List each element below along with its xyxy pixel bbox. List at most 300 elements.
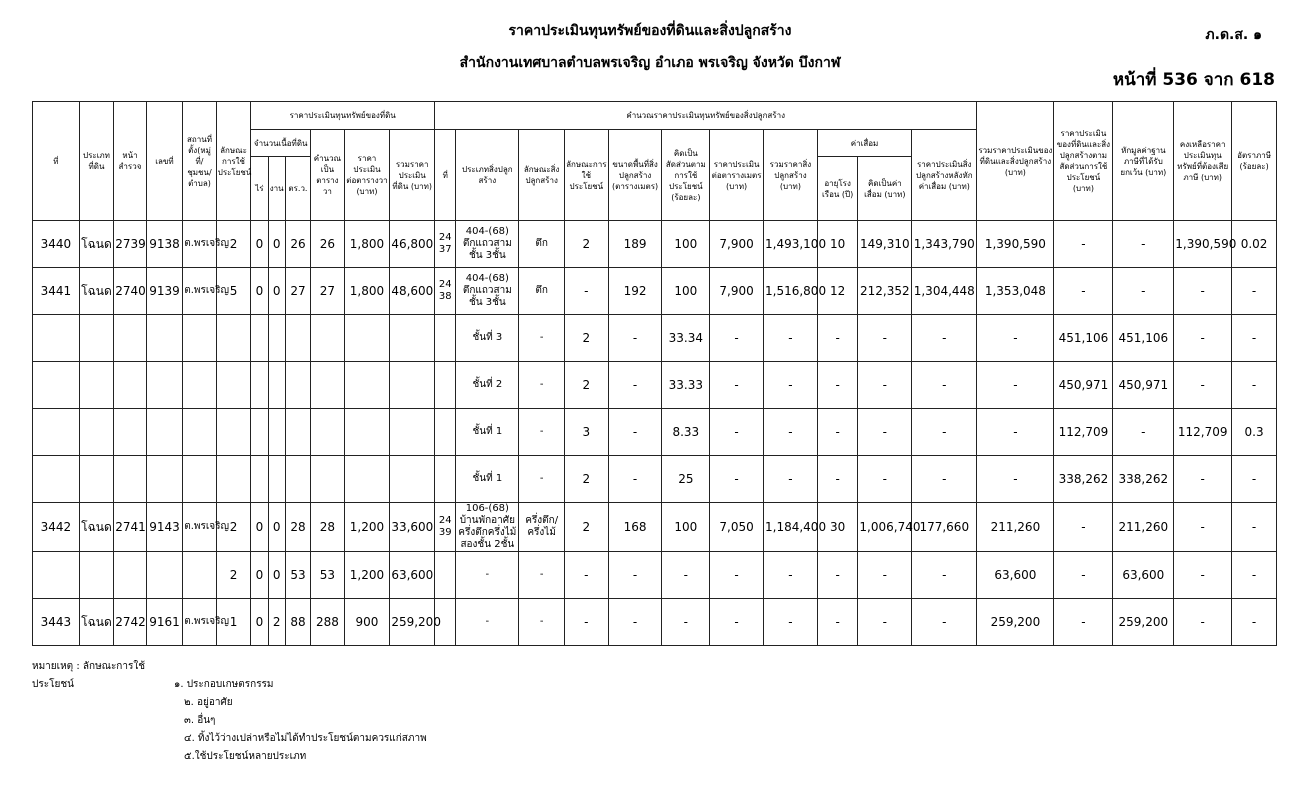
cell-total-bldg-price: -	[764, 456, 818, 503]
cell-ngan: 0	[268, 268, 285, 315]
cell-wa: 27	[285, 268, 310, 315]
cell-wa: 26	[285, 221, 310, 268]
cell-tax-rate: -	[1232, 456, 1277, 503]
cell-total-bldg-price: -	[764, 315, 818, 362]
cell-exemption: -	[1113, 409, 1174, 456]
cell-wa	[285, 315, 310, 362]
cell-price-per-sqm: -	[710, 599, 764, 646]
cell-no	[33, 552, 80, 599]
cell-wa	[285, 456, 310, 503]
col-wa: ตร.ว.	[285, 157, 310, 221]
cell-bldg-no	[435, 409, 456, 456]
cell-calc-wa: 28	[311, 503, 345, 552]
cell-wa: 88	[285, 599, 310, 646]
cell-total-land-bldg: 1,390,590	[977, 221, 1054, 268]
cell-exemption: 259,200	[1113, 599, 1174, 646]
cell-total-land-price: 46,800	[390, 221, 435, 268]
cell-proportional-value: 451,106	[1054, 315, 1113, 362]
cell-bldg-type: ชั้นที่ 1	[456, 409, 519, 456]
cell-ngan: 2	[268, 599, 285, 646]
col-depreciation: ค่าเสื่อม	[817, 130, 911, 157]
form-code: ภ.ด.ส. ๑	[1205, 27, 1262, 43]
cell-bldg-usage: -	[565, 599, 609, 646]
cell-doc-number: 9139	[146, 268, 183, 315]
cell-age: 12	[817, 268, 858, 315]
cell-tax-rate: -	[1232, 268, 1277, 315]
cell-usage-pct: 100	[662, 268, 710, 315]
table-row	[33, 456, 1277, 503]
col-proportional-value: ราคาประเมินของที่ดินและสิ่งปลูกสร้างตามสัดส่วนการใช้ประโยชน์ (บาท)	[1054, 102, 1113, 221]
cell-exemption: 451,106	[1113, 315, 1174, 362]
cell-page-survey	[114, 409, 146, 456]
cell-bldg-type: -	[456, 599, 519, 646]
cell-price-per-wa	[344, 315, 390, 362]
cell-tax-rate: -	[1232, 552, 1277, 599]
cell-rai: 0	[251, 268, 268, 315]
cell-price-per-sqm: 7,900	[710, 221, 764, 268]
col-price-per-sqm: ราคาประเมินต่อตารางเมตร (บาท)	[710, 130, 764, 221]
cell-wa	[285, 409, 310, 456]
col-tax-rate: อัตราภาษี (ร้อยละ)	[1232, 102, 1277, 221]
note-item: ๒. อยู่อาศัย	[184, 697, 233, 708]
cell-total-land-bldg: -	[977, 456, 1054, 503]
col-total-land-price: รวมราคาประเมินที่ดิน (บาท)	[390, 130, 435, 221]
cell-dep-amount: -	[858, 315, 912, 362]
cell-proportional-value: -	[1054, 268, 1113, 315]
cell-rai	[251, 315, 268, 362]
cell-land-doc-type	[79, 409, 114, 456]
cell-floor-area: -	[608, 599, 662, 646]
cell-floor-area: -	[608, 362, 662, 409]
cell-usage-pct: -	[662, 599, 710, 646]
cell-bldg-after-dep: -	[912, 409, 977, 456]
cell-rai: 0	[251, 503, 268, 552]
cell-exemption: 450,971	[1113, 362, 1174, 409]
cell-bldg-after-dep: -	[912, 362, 977, 409]
col-doc-number: เลขที่	[146, 102, 183, 221]
cell-bldg-char: -	[519, 599, 565, 646]
cell-no: 3442	[33, 503, 80, 552]
cell-proportional-value: 112,709	[1054, 409, 1113, 456]
cell-price-per-wa	[344, 409, 390, 456]
cell-floor-area: -	[608, 456, 662, 503]
cell-usage-pct: 33.33	[662, 362, 710, 409]
page-subtitle: สำนักงานเทศบาลตำบลพรเจริญ อำเภอ พรเจริญ จังหวัด บึงกาฬ	[459, 55, 841, 71]
cell-location	[183, 362, 217, 409]
cell-bldg-char: ตึก	[519, 221, 565, 268]
col-page-survey: หน้าสำรวจ	[114, 102, 146, 221]
cell-bldg-char: -	[519, 315, 565, 362]
cell-bldg-char: ตึก	[519, 268, 565, 315]
cell-bldg-usage: 2	[565, 315, 609, 362]
cell-bldg-type: ชั้นที่ 2	[456, 362, 519, 409]
table-body	[33, 221, 1277, 646]
col-floor-area: ขนาดพื้นที่สิ่งปลูกสร้าง (ตารางเมตร)	[608, 130, 662, 221]
cell-tax-rate: -	[1232, 315, 1277, 362]
col-land-area: จำนวนเนื้อที่ดิน	[251, 130, 311, 157]
note-item: ๔. ทิ้งไว้ว่างเปล่าหรือไม่ได้ทำประโยชน์ตามควรแก่สภาพ	[184, 733, 427, 744]
cell-no	[33, 362, 80, 409]
cell-doc-number	[146, 362, 183, 409]
cell-calc-wa	[311, 409, 345, 456]
cell-calc-wa	[311, 315, 345, 362]
cell-doc-number: 9143	[146, 503, 183, 552]
col-age: อายุโรงเรือน (ปี)	[817, 157, 858, 221]
cell-location	[183, 315, 217, 362]
cell-taxable: -	[1174, 503, 1232, 552]
cell-bldg-after-dep: -	[912, 456, 977, 503]
cell-taxable: -	[1174, 456, 1232, 503]
cell-dep-amount: -	[858, 362, 912, 409]
cell-total-land-price	[390, 456, 435, 503]
cell-rai: 0	[251, 599, 268, 646]
cell-total-bldg-price: -	[764, 599, 818, 646]
cell-doc-number	[146, 409, 183, 456]
cell-total-land-bldg: 1,353,048	[977, 268, 1054, 315]
cell-usage-char	[216, 315, 251, 362]
cell-age: 10	[817, 221, 858, 268]
note-item: ๕.ใช้ประโยชน์หลายประเภท	[184, 751, 307, 762]
cell-location: ต.พรเจริญ	[183, 268, 217, 315]
cell-bldg-char: -	[519, 456, 565, 503]
cell-taxable: -	[1174, 362, 1232, 409]
cell-proportional-value: -	[1054, 221, 1113, 268]
cell-proportional-value: -	[1054, 503, 1113, 552]
cell-bldg-after-dep: 177,660	[912, 503, 977, 552]
cell-bldg-char: -	[519, 409, 565, 456]
cell-rai	[251, 362, 268, 409]
cell-dep-amount: -	[858, 552, 912, 599]
cell-doc-number: 9138	[146, 221, 183, 268]
cell-price-per-sqm: 7,900	[710, 268, 764, 315]
col-bldg-no: ที่	[435, 130, 456, 221]
cell-doc-number	[146, 315, 183, 362]
cell-total-bldg-price: 1,493,100	[764, 221, 818, 268]
col-price-per-wa: ราคาประเมินต่อตารางวา (บาท)	[344, 130, 390, 221]
cell-dep-amount: 149,310	[858, 221, 912, 268]
col-total-land-bldg: รวมราคาประเมินของที่ดินและสิ่งปลูกสร้าง (บาท)	[977, 102, 1054, 221]
cell-land-doc-type: โฉนด	[79, 599, 114, 646]
cell-page-survey: 2741	[114, 503, 146, 552]
cell-ngan: 0	[268, 552, 285, 599]
cell-bldg-after-dep: -	[912, 315, 977, 362]
col-dep-amount: คิดเป็นค่าเสื่อม (บาท)	[858, 157, 912, 221]
cell-no	[33, 315, 80, 362]
cell-bldg-no: 24 37	[435, 221, 456, 268]
cell-page-survey	[114, 456, 146, 503]
cell-bldg-no	[435, 315, 456, 362]
cell-total-land-price: 63,600	[390, 552, 435, 599]
cell-location: ต.พรเจริญ	[183, 503, 217, 552]
cell-no: 3443	[33, 599, 80, 646]
table-header	[33, 102, 1277, 221]
cell-total-land-price: 259,200	[390, 599, 435, 646]
cell-page-survey	[114, 362, 146, 409]
cell-calc-wa: 53	[311, 552, 345, 599]
notes	[32, 658, 427, 766]
cell-total-bldg-price: -	[764, 362, 818, 409]
cell-total-land-price	[390, 315, 435, 362]
col-usage-pct: คิดเป็นสัดส่วนตามการใช้ประโยชน์ (ร้อยละ)	[662, 130, 710, 221]
cell-dep-amount: 1,006,740	[858, 503, 912, 552]
cell-tax-rate: -	[1232, 599, 1277, 646]
cell-tax-rate: -	[1232, 503, 1277, 552]
cell-total-bldg-price: 1,184,400	[764, 503, 818, 552]
cell-bldg-usage: -	[565, 552, 609, 599]
cell-calc-wa: 288	[311, 599, 345, 646]
cell-total-land-price	[390, 362, 435, 409]
col-rai: ไร่	[251, 157, 268, 221]
cell-usage-char	[216, 409, 251, 456]
cell-land-doc-type	[79, 362, 114, 409]
cell-tax-rate: 0.02	[1232, 221, 1277, 268]
cell-dep-amount: -	[858, 599, 912, 646]
col-bldg-char: ลักษณะสิ่งปลูกสร้าง	[519, 130, 565, 221]
cell-tax-rate: -	[1232, 362, 1277, 409]
cell-usage-char	[216, 362, 251, 409]
cell-bldg-type: 404-(68) ตึกแถวสามชั้น 3ชั้น	[456, 221, 519, 268]
cell-land-doc-type: โฉนด	[79, 221, 114, 268]
cell-total-bldg-price: 1,516,800	[764, 268, 818, 315]
cell-price-per-wa: 900	[344, 599, 390, 646]
cell-land-doc-type	[79, 315, 114, 362]
cell-total-land-price: 48,600	[390, 268, 435, 315]
cell-ngan	[268, 456, 285, 503]
cell-doc-number	[146, 552, 183, 599]
cell-age: -	[817, 409, 858, 456]
cell-location	[183, 456, 217, 503]
cell-price-per-sqm: 7,050	[710, 503, 764, 552]
cell-page-survey: 2739	[114, 221, 146, 268]
cell-ngan: 0	[268, 503, 285, 552]
cell-page-survey	[114, 315, 146, 362]
cell-wa	[285, 362, 310, 409]
assessment-table	[32, 101, 1277, 646]
cell-taxable: -	[1174, 599, 1232, 646]
cell-age: -	[817, 315, 858, 362]
table-row	[33, 503, 1277, 552]
cell-exemption: -	[1113, 268, 1174, 315]
cell-ngan	[268, 409, 285, 456]
col-land-doc-type: ประเภทที่ดิน	[79, 102, 114, 221]
cell-calc-wa: 26	[311, 221, 345, 268]
col-taxable: คงเหลือราคาประเมินทุนทรัพย์ที่ต้องเสียภาษี (บาท)	[1174, 102, 1232, 221]
cell-price-per-wa: 1,200	[344, 503, 390, 552]
cell-location: ต.พรเจริญ	[183, 221, 217, 268]
cell-bldg-usage: 3	[565, 409, 609, 456]
cell-rai: 0	[251, 552, 268, 599]
cell-ngan	[268, 315, 285, 362]
table-row	[33, 552, 1277, 599]
cell-taxable: -	[1174, 552, 1232, 599]
table-row	[33, 409, 1277, 456]
cell-proportional-value: -	[1054, 552, 1113, 599]
cell-total-land-bldg: 63,600	[977, 552, 1054, 599]
cell-total-land-price: 33,600	[390, 503, 435, 552]
cell-total-land-bldg: -	[977, 362, 1054, 409]
cell-location: ต.พรเจริญ	[183, 599, 217, 646]
cell-bldg-char: -	[519, 552, 565, 599]
cell-bldg-after-dep: 1,304,448	[912, 268, 977, 315]
table-row	[33, 268, 1277, 315]
cell-bldg-type: 404-(68) ตึกแถวสามชั้น 3ชั้น	[456, 268, 519, 315]
cell-rai: 0	[251, 221, 268, 268]
cell-land-doc-type	[79, 456, 114, 503]
cell-floor-area: 189	[608, 221, 662, 268]
cell-floor-area: -	[608, 315, 662, 362]
cell-age: 30	[817, 503, 858, 552]
col-group-building: คำนวณราคาประเมินทุนทรัพย์ของสิ่งปลูกสร้าง	[435, 102, 977, 130]
cell-total-land-bldg: -	[977, 409, 1054, 456]
cell-usage-pct: 25	[662, 456, 710, 503]
cell-price-per-wa	[344, 362, 390, 409]
cell-total-land-bldg: -	[977, 315, 1054, 362]
cell-age: -	[817, 456, 858, 503]
cell-price-per-sqm: -	[710, 552, 764, 599]
col-location: สถานที่ตั้ง(หมู่ที่/ชุมชน/ตำบล)	[183, 102, 217, 221]
cell-usage-char: 2	[216, 503, 251, 552]
cell-usage-pct: 100	[662, 221, 710, 268]
page-info: หน้าที่ 536 จาก 618	[1112, 70, 1275, 90]
cell-price-per-sqm: -	[710, 409, 764, 456]
cell-location	[183, 552, 217, 599]
cell-price-per-sqm: -	[710, 362, 764, 409]
cell-no: 3440	[33, 221, 80, 268]
cell-taxable: 112,709	[1174, 409, 1232, 456]
col-usage-char: ลักษณะการใช้ประโยชน์	[216, 102, 251, 221]
cell-age: -	[817, 552, 858, 599]
cell-dep-amount: -	[858, 409, 912, 456]
cell-usage-pct: 33.34	[662, 315, 710, 362]
cell-doc-number: 9161	[146, 599, 183, 646]
cell-bldg-type: ชั้นที่ 1	[456, 456, 519, 503]
cell-floor-area: -	[608, 552, 662, 599]
cell-wa: 53	[285, 552, 310, 599]
col-bldg-after-dep: ราคาประเมินสิ่งปลูกสร้างหลังหักค่าเสื่อม (บาท)	[912, 130, 977, 221]
cell-no: 3441	[33, 268, 80, 315]
cell-exemption: 338,262	[1113, 456, 1174, 503]
cell-tax-rate: 0.3	[1232, 409, 1277, 456]
cell-bldg-usage: 2	[565, 221, 609, 268]
cell-no	[33, 409, 80, 456]
page-title: ราคาประเมินทุนทรัพย์ของที่ดินและสิ่งปลูกสร้าง	[508, 23, 792, 39]
notes-label: หมายเหตุ : ลักษณะการใช้ประโยชน์	[32, 661, 146, 690]
table-row	[33, 315, 1277, 362]
cell-location	[183, 409, 217, 456]
cell-bldg-no: 24 38	[435, 268, 456, 315]
cell-bldg-no	[435, 456, 456, 503]
cell-price-per-wa: 1,200	[344, 552, 390, 599]
cell-bldg-after-dep: 1,343,790	[912, 221, 977, 268]
cell-total-bldg-price: -	[764, 552, 818, 599]
cell-no	[33, 456, 80, 503]
cell-ngan: 0	[268, 221, 285, 268]
cell-taxable: 1,390,590	[1174, 221, 1232, 268]
cell-price-per-wa: 1,800	[344, 268, 390, 315]
cell-land-doc-type	[79, 552, 114, 599]
cell-total-land-bldg: 259,200	[977, 599, 1054, 646]
cell-taxable: -	[1174, 315, 1232, 362]
cell-bldg-usage: -	[565, 268, 609, 315]
cell-bldg-no	[435, 552, 456, 599]
cell-usage-pct: -	[662, 552, 710, 599]
cell-bldg-char: ครึ่งตึก/ครึ่งไม้	[519, 503, 565, 552]
cell-ngan	[268, 362, 285, 409]
cell-usage-char: 1	[216, 599, 251, 646]
cell-total-bldg-price: -	[764, 409, 818, 456]
cell-floor-area: 168	[608, 503, 662, 552]
cell-price-per-sqm: -	[710, 315, 764, 362]
cell-dep-amount: 212,352	[858, 268, 912, 315]
cell-rai	[251, 456, 268, 503]
cell-calc-wa: 27	[311, 268, 345, 315]
cell-usage-pct: 100	[662, 503, 710, 552]
table-row	[33, 599, 1277, 646]
cell-usage-pct: 8.33	[662, 409, 710, 456]
note-item: ๓. อื่นๆ	[184, 715, 216, 726]
cell-taxable: -	[1174, 268, 1232, 315]
cell-usage-char: 2	[216, 221, 251, 268]
cell-floor-area: 192	[608, 268, 662, 315]
col-ngan: งาน	[268, 157, 285, 221]
cell-page-survey: 2740	[114, 268, 146, 315]
cell-exemption: -	[1113, 221, 1174, 268]
cell-wa: 28	[285, 503, 310, 552]
cell-bldg-after-dep: -	[912, 599, 977, 646]
cell-land-doc-type: โฉนด	[79, 268, 114, 315]
col-group-land: ราคาประเมินทุนทรัพย์ของที่ดิน	[251, 102, 435, 130]
cell-bldg-no: 24 39	[435, 503, 456, 552]
cell-usage-char: 2	[216, 552, 251, 599]
cell-calc-wa	[311, 456, 345, 503]
cell-usage-char	[216, 456, 251, 503]
cell-price-per-wa	[344, 456, 390, 503]
col-no: ที่	[33, 102, 80, 221]
cell-doc-number	[146, 456, 183, 503]
cell-bldg-type: ชั้นที่ 3	[456, 315, 519, 362]
col-bldg-type: ประเภทสิ่งปลูกสร้าง	[456, 130, 519, 221]
cell-age: -	[817, 362, 858, 409]
cell-rai	[251, 409, 268, 456]
cell-age: -	[817, 599, 858, 646]
cell-bldg-usage: 2	[565, 456, 609, 503]
col-total-bldg-price: รวมราคาสิ่งปลูกสร้าง (บาท)	[764, 130, 818, 221]
cell-total-land-bldg: 211,260	[977, 503, 1054, 552]
cell-bldg-type: -	[456, 552, 519, 599]
table-row	[33, 362, 1277, 409]
cell-exemption: 63,600	[1113, 552, 1174, 599]
cell-bldg-type: 106-(68) บ้านพักอาศัยครึ่งตึกครึ่งไม้สองชั้น 2ชั้น	[456, 503, 519, 552]
col-bldg-usage: ลักษณะการใช้ประโยชน์	[565, 130, 609, 221]
cell-dep-amount: -	[858, 456, 912, 503]
col-calc-wa: คำนวณเป็นตารางวา	[311, 130, 345, 221]
note-item: ๑. ประกอบเกษตรกรรม	[174, 679, 274, 690]
cell-proportional-value: 450,971	[1054, 362, 1113, 409]
cell-proportional-value: -	[1054, 599, 1113, 646]
cell-page-survey	[114, 552, 146, 599]
cell-page-survey: 2742	[114, 599, 146, 646]
cell-land-doc-type: โฉนด	[79, 503, 114, 552]
cell-bldg-no	[435, 362, 456, 409]
col-exemption: หักมูลค่าฐานภาษีที่ได้รับยกเว้น (บาท)	[1113, 102, 1174, 221]
cell-bldg-usage: 2	[565, 362, 609, 409]
cell-bldg-usage: 2	[565, 503, 609, 552]
cell-exemption: 211,260	[1113, 503, 1174, 552]
cell-usage-char: 5	[216, 268, 251, 315]
cell-bldg-char: -	[519, 362, 565, 409]
cell-calc-wa	[311, 362, 345, 409]
cell-proportional-value: 338,262	[1054, 456, 1113, 503]
